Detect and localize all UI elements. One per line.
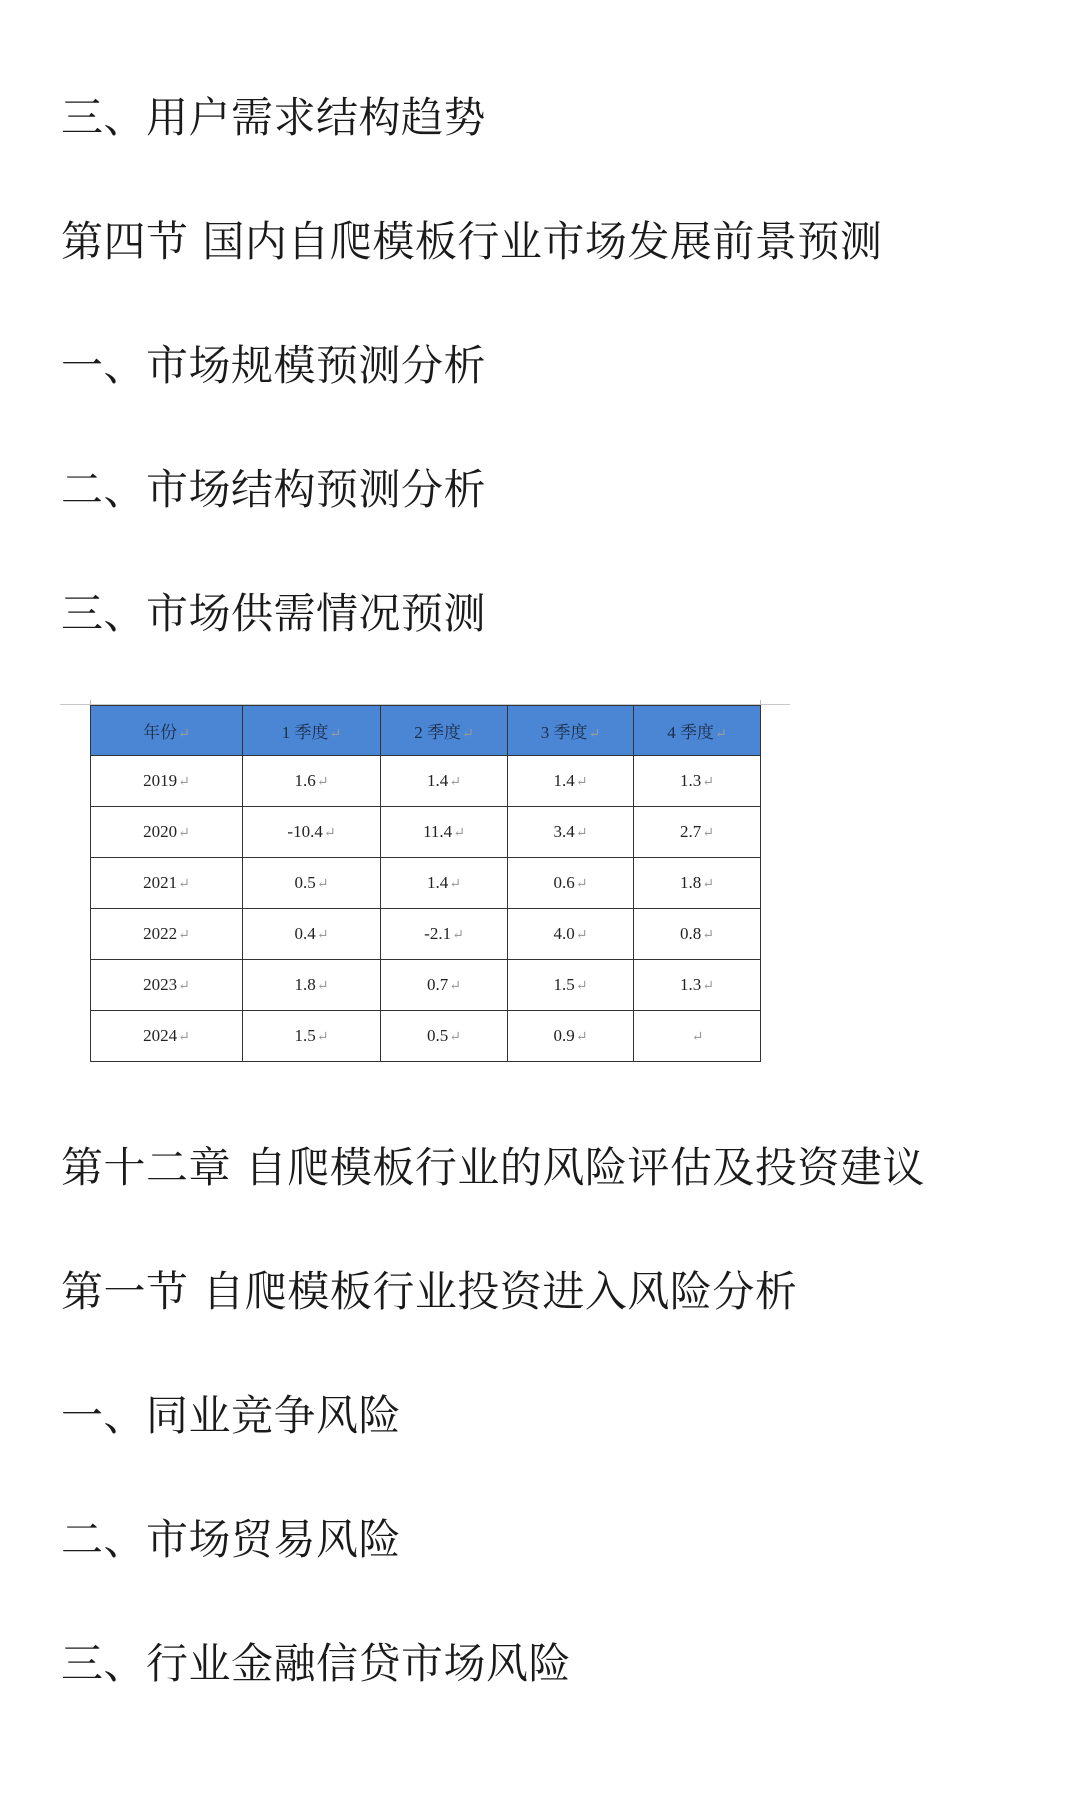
value-cell bbox=[634, 909, 761, 960]
section-heading-market-size-forecast: 一、市场规模预测分析 bbox=[61, 341, 487, 390]
value-cell bbox=[381, 807, 508, 858]
paragraph-mark: ↵ bbox=[316, 775, 329, 790]
cell-value: 2020 bbox=[143, 822, 178, 841]
section-heading-market-structure-forecast: 二、市场结构预测分析 bbox=[61, 465, 487, 514]
paragraph-mark: ↵ bbox=[575, 826, 588, 841]
year-cell bbox=[91, 960, 243, 1011]
paragraph-mark: ↵ bbox=[462, 727, 474, 742]
paragraph-mark: ↵ bbox=[316, 928, 329, 943]
column-header bbox=[634, 706, 761, 756]
paragraph-mark: ↵ bbox=[449, 877, 461, 892]
cell-value: 4.0 bbox=[553, 924, 575, 943]
cell-value: 3.4 bbox=[553, 822, 575, 841]
paragraph-mark: ↵ bbox=[575, 877, 588, 892]
cell-value: 2024 bbox=[143, 1026, 178, 1045]
paragraph-mark: ↵ bbox=[588, 727, 601, 742]
value-cell bbox=[508, 756, 634, 807]
column-header bbox=[91, 706, 243, 756]
value-cell bbox=[508, 858, 634, 909]
value-cell bbox=[634, 858, 761, 909]
table-row bbox=[91, 960, 761, 1011]
table-row bbox=[91, 807, 761, 858]
paragraph-mark: ↵ bbox=[178, 1030, 190, 1045]
paragraph-mark: ↵ bbox=[316, 979, 329, 994]
cell-value: 1.4 bbox=[427, 771, 449, 790]
column-header-label: 年份 bbox=[143, 723, 178, 742]
paragraph-mark: ↵ bbox=[452, 928, 464, 943]
paragraph-mark: ↵ bbox=[691, 1030, 704, 1045]
table-row bbox=[91, 1011, 761, 1062]
paragraph-mark: ↵ bbox=[715, 727, 727, 742]
paragraph-mark: ↵ bbox=[449, 979, 461, 994]
cell-value: 0.9 bbox=[553, 1026, 575, 1045]
value-cell bbox=[243, 756, 381, 807]
section-heading-supply-demand-forecast: 三、市场供需情况预测 bbox=[61, 589, 487, 638]
value-cell bbox=[508, 807, 634, 858]
paragraph-mark: ↵ bbox=[702, 877, 714, 892]
value-cell bbox=[381, 960, 508, 1011]
value-cell bbox=[634, 960, 761, 1011]
cell-value: 1.4 bbox=[553, 771, 575, 790]
column-header-label: 3 季度 bbox=[540, 723, 588, 742]
table-header-row bbox=[91, 706, 761, 756]
paragraph-mark: ↵ bbox=[178, 775, 190, 790]
paragraph-mark: ↵ bbox=[316, 877, 329, 892]
quarterly-data-table-container bbox=[90, 705, 760, 1062]
column-header-label: 4 季度 bbox=[667, 723, 714, 742]
cell-value: 0.7 bbox=[427, 975, 449, 994]
paragraph-mark: ↵ bbox=[323, 826, 336, 841]
paragraph-mark: ↵ bbox=[178, 928, 190, 943]
value-cell bbox=[508, 909, 634, 960]
column-header bbox=[508, 706, 634, 756]
value-cell bbox=[243, 909, 381, 960]
cell-value: 1.6 bbox=[294, 771, 316, 790]
paragraph-mark: ↵ bbox=[178, 979, 190, 994]
value-cell bbox=[243, 1011, 381, 1062]
cell-value: 1.8 bbox=[294, 975, 316, 994]
column-header bbox=[243, 706, 381, 756]
paragraph-mark: ↵ bbox=[575, 775, 588, 790]
year-cell bbox=[91, 1011, 243, 1062]
section-heading-user-demand-trend: 三、用户需求结构趋势 bbox=[61, 93, 487, 142]
quarterly-data-table bbox=[90, 705, 761, 1062]
value-cell bbox=[508, 960, 634, 1011]
column-header-label: 2 季度 bbox=[414, 723, 461, 742]
cell-value: 2021 bbox=[143, 873, 178, 892]
paragraph-mark: ↵ bbox=[449, 775, 461, 790]
paragraph-mark: ↵ bbox=[575, 979, 588, 994]
cell-value: 0.5 bbox=[294, 873, 316, 892]
section-heading-entry-risk: 第一节 自爬模板行业投资进入风险分析 bbox=[61, 1267, 798, 1316]
paragraph-mark: ↵ bbox=[702, 928, 714, 943]
paragraph-mark: ↵ bbox=[178, 727, 190, 742]
cell-value: 2023 bbox=[143, 975, 178, 994]
cell-value: 0.5 bbox=[427, 1026, 449, 1045]
section-heading-market-outlook: 第四节 国内自爬模板行业市场发展前景预测 bbox=[61, 217, 883, 266]
value-cell bbox=[634, 756, 761, 807]
paragraph-mark: ↵ bbox=[178, 877, 190, 892]
paragraph-mark: ↵ bbox=[453, 826, 465, 841]
cell-value: -10.4 bbox=[287, 822, 323, 841]
value-cell bbox=[381, 858, 508, 909]
value-cell bbox=[243, 858, 381, 909]
table-row bbox=[91, 756, 761, 807]
cell-value: 1.3 bbox=[680, 771, 702, 790]
value-cell bbox=[381, 909, 508, 960]
cell-value: 1.3 bbox=[680, 975, 702, 994]
cell-value: 2019 bbox=[143, 771, 178, 790]
paragraph-mark: ↵ bbox=[316, 1030, 329, 1045]
table-body bbox=[91, 756, 761, 1062]
year-cell bbox=[91, 807, 243, 858]
column-header bbox=[381, 706, 508, 756]
value-cell bbox=[508, 1011, 634, 1062]
table-row bbox=[91, 858, 761, 909]
paragraph-mark: ↵ bbox=[329, 727, 342, 742]
year-cell bbox=[91, 909, 243, 960]
year-cell bbox=[91, 756, 243, 807]
cell-value: 11.4 bbox=[423, 822, 453, 841]
paragraph-mark: ↵ bbox=[702, 826, 714, 841]
cell-value: 1.8 bbox=[680, 873, 702, 892]
value-cell bbox=[381, 1011, 508, 1062]
cell-value: 0.6 bbox=[553, 873, 575, 892]
chapter-heading-risk-assessment: 第十二章 自爬模板行业的风险评估及投资建议 bbox=[61, 1143, 925, 1192]
cell-value: 1.5 bbox=[294, 1026, 316, 1045]
value-cell bbox=[243, 807, 381, 858]
section-heading-credit-risk: 三、行业金融信贷市场风险 bbox=[61, 1639, 572, 1688]
paragraph-mark: ↵ bbox=[449, 1030, 461, 1045]
value-cell bbox=[243, 960, 381, 1011]
paragraph-mark: ↵ bbox=[575, 1030, 588, 1045]
value-cell bbox=[634, 807, 761, 858]
cell-value: 0.8 bbox=[680, 924, 702, 943]
value-cell bbox=[381, 756, 508, 807]
value-cell bbox=[634, 1011, 761, 1062]
cell-value: 2.7 bbox=[680, 822, 702, 841]
cell-value: 0.4 bbox=[294, 924, 316, 943]
section-heading-competition-risk: 一、同业竞争风险 bbox=[61, 1391, 402, 1440]
paragraph-mark: ↵ bbox=[575, 928, 588, 943]
paragraph-mark: ↵ bbox=[702, 979, 714, 994]
cell-value: 2022 bbox=[143, 924, 178, 943]
section-heading-trade-risk: 二、市场贸易风险 bbox=[61, 1515, 402, 1564]
table-row bbox=[91, 909, 761, 960]
cell-value: -2.1 bbox=[424, 924, 452, 943]
paragraph-mark: ↵ bbox=[178, 826, 190, 841]
paragraph-mark: ↵ bbox=[702, 775, 714, 790]
cell-value: 1.5 bbox=[553, 975, 575, 994]
column-header-label: 1 季度 bbox=[281, 723, 329, 742]
cell-value: 1.4 bbox=[427, 873, 449, 892]
year-cell bbox=[91, 858, 243, 909]
